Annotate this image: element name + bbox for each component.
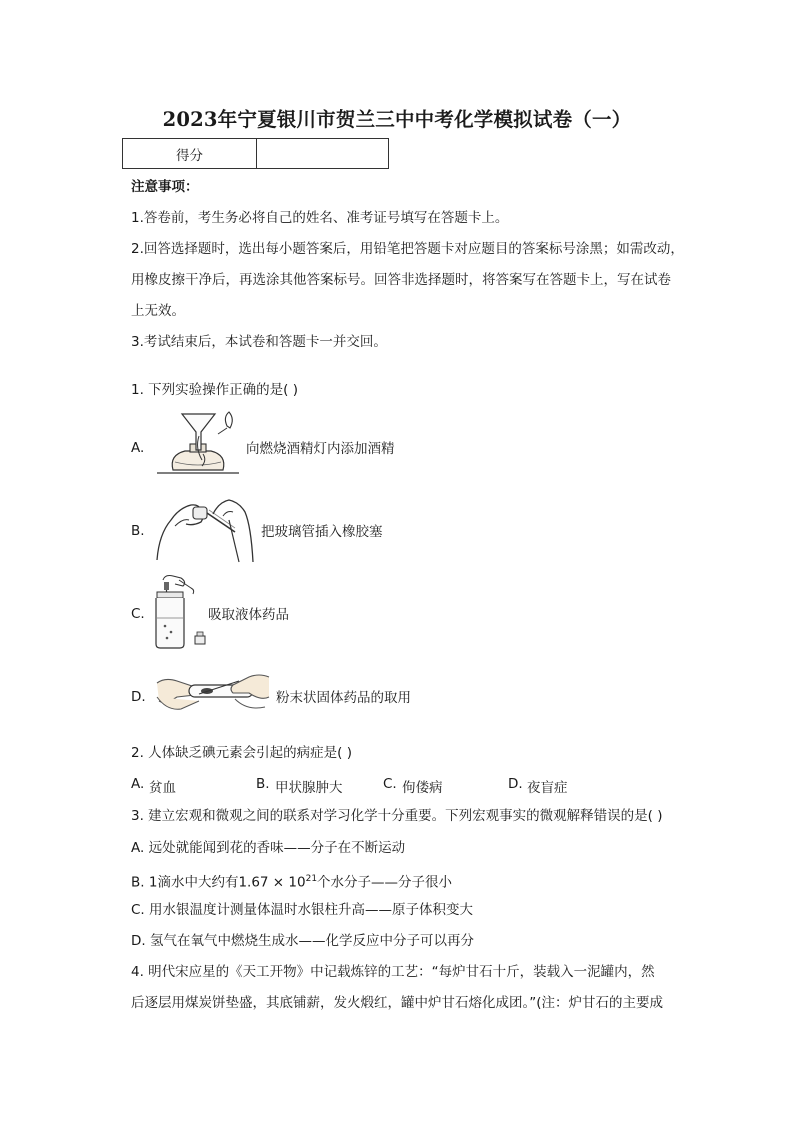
q2-option-b-text: 甲状腺肿大 bbox=[275, 780, 343, 796]
q2-option-c-text: 佝偻病 bbox=[402, 780, 443, 796]
q1-option-a-text: 向燃烧酒精灯内添加酒精 bbox=[246, 441, 395, 457]
q1-stem: 1. 下列实验操作正确的是( ) bbox=[131, 382, 298, 398]
q2-stem: 2. 人体缺乏碘元素会引起的病症是( ) bbox=[131, 745, 352, 761]
q4-line: 4. 明代宋应星的《天工开物》中记载炼锌的工艺：“每炉甘石十斤，装载入一泥罐内，然 bbox=[131, 964, 655, 980]
q1-option-b-letter: B. bbox=[131, 523, 145, 539]
q2-option-c-letter: C. bbox=[383, 776, 397, 792]
q3-option-c-text: 用水银温度计测量体温时水银柱升高——原子体积变大 bbox=[149, 902, 474, 918]
notice-line: 3.考试结束后，本试卷和答题卡一并交回。 bbox=[131, 334, 387, 350]
q3-option-a bbox=[131, 839, 405, 857]
q3-option-b-exponent: 21 bbox=[305, 874, 318, 884]
q3-option-c bbox=[131, 901, 473, 919]
q1-option-d-letter: D. bbox=[131, 689, 146, 705]
q3-option-d-letter: D. bbox=[131, 933, 146, 949]
q2-option-b-letter: B. bbox=[256, 776, 270, 792]
q3-option-b-text-post: 个水分子——分子很小 bbox=[317, 874, 453, 891]
alcohol-lamp-funnel-icon bbox=[155, 410, 240, 476]
q2-option-a-letter: A. bbox=[131, 776, 145, 792]
q1-option-a-letter: A. bbox=[131, 440, 145, 456]
q3-option-a-letter: A. bbox=[131, 840, 145, 856]
q3-option-b-letter: B. bbox=[131, 874, 145, 891]
notice-line: 2.回答选择题时，选出每小题答案后，用铅笔把答题卡对应题目的答案标号涂黑；如需改动， bbox=[131, 241, 684, 257]
score-label: 得分 bbox=[123, 139, 257, 169]
q3-option-a-text: 远处就能闻到花的香味——分子在不断运动 bbox=[148, 840, 406, 856]
q1-option-d-text: 粉末状固体药品的取用 bbox=[276, 690, 411, 706]
q3-option-c-letter: C. bbox=[131, 902, 145, 918]
hands-test-tube-powder-icon bbox=[155, 667, 271, 719]
notice-line: 用橡皮擦干净后，再选涂其他答案标号。回答非选择题时，将答案写在答题卡上，写在试卷 bbox=[131, 272, 671, 288]
dropper-bottle-icon bbox=[153, 572, 209, 652]
q1-option-b-text: 把玻璃管插入橡胶塞 bbox=[261, 524, 383, 540]
q2-option-a-text: 贫血 bbox=[149, 780, 176, 796]
page-title: 2023年宁夏银川市贺兰三中中考化学模拟试卷（一） bbox=[162, 108, 632, 131]
q3-option-b-text: 1滴水中大约有1.67 × 10 bbox=[148, 874, 306, 891]
q2-options bbox=[0, 776, 794, 796]
q4-line: 后逐层用煤炭饼垫盛，其底铺薪，发火煅红，罐中炉甘石熔化成团。”(注：炉甘石的主要成 bbox=[131, 995, 664, 1011]
notice-line: 上无效。 bbox=[131, 303, 185, 319]
q1-option-c-letter: C. bbox=[131, 606, 145, 622]
q3-stem: 3. 建立宏观和微观之间的联系对学习化学十分重要。下列宏观事实的微观解释错误的是( ) bbox=[131, 808, 663, 824]
q3-option-d bbox=[131, 932, 474, 950]
score-table bbox=[122, 138, 389, 169]
q3-option-b bbox=[131, 870, 452, 892]
q2-option-d-text: 夜盲症 bbox=[527, 780, 568, 796]
notice-line: 1.答卷前，考生务必将自己的姓名、准考证号填写在答题卡上。 bbox=[131, 210, 509, 226]
q1-option-c-text: 吸取液体药品 bbox=[208, 607, 289, 623]
score-value-cell[interactable] bbox=[257, 139, 389, 169]
hands-glass-tube-icon bbox=[153, 492, 257, 564]
notice-heading: 注意事项： bbox=[131, 179, 199, 195]
q2-option-d-letter: D. bbox=[508, 776, 523, 792]
q3-option-d-text: 氢气在氧气中燃烧生成水——化学反应中分子可以再分 bbox=[149, 933, 474, 949]
